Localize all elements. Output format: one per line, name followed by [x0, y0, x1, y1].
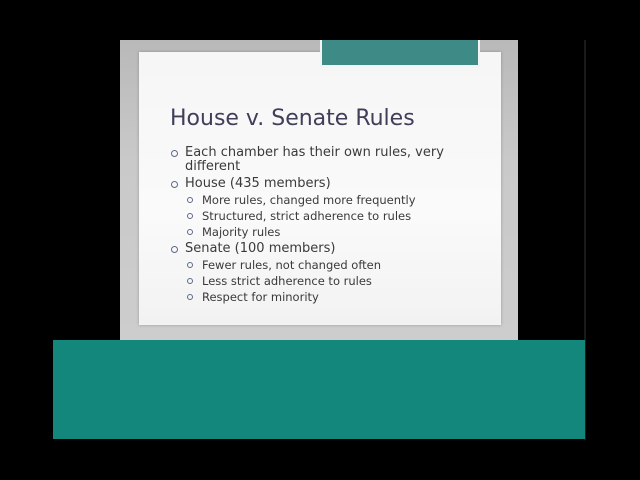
bullet-text: House (435 members)	[185, 176, 331, 191]
sub-bullet-item	[171, 209, 461, 223]
slide-header-tab	[320, 40, 480, 67]
hollow-circle-bullet-icon	[187, 213, 193, 219]
bullet-text: Majority rules	[202, 225, 281, 239]
bullet-item	[171, 146, 461, 174]
slide-title: House v. Senate Rules	[170, 106, 415, 131]
hollow-circle-bullet-icon	[187, 294, 193, 300]
bottom-teal-band	[53, 340, 585, 439]
bullet-text: Fewer rules, not changed often	[202, 258, 382, 272]
hollow-circle-bullet-icon	[187, 278, 193, 284]
bullet-text: Structured, strict adherence to rules	[202, 209, 412, 223]
bullet-text: More rules, changed more frequently	[202, 193, 416, 207]
bullet-text: Each chamber has their own rules, very different	[185, 145, 444, 174]
sub-bullet-item	[171, 258, 461, 272]
hollow-circle-bullet-icon	[171, 150, 178, 157]
hollow-circle-bullet-icon	[187, 262, 193, 268]
bullet-item	[171, 177, 461, 191]
sub-bullet-item	[171, 290, 461, 304]
bullet-list	[171, 143, 461, 304]
sub-bullet-item	[171, 225, 461, 239]
hollow-circle-bullet-icon	[171, 246, 178, 253]
hollow-circle-bullet-icon	[171, 181, 178, 188]
hollow-circle-bullet-icon	[187, 197, 193, 203]
bullet-text: Senate (100 members)	[185, 241, 336, 256]
hollow-circle-bullet-icon	[187, 229, 193, 235]
bullet-item	[171, 242, 461, 256]
bullet-text: Less strict adherence to rules	[202, 274, 372, 288]
bullet-text: Respect for minority	[202, 290, 319, 304]
sub-bullet-item	[171, 193, 461, 207]
sub-bullet-item	[171, 274, 461, 288]
